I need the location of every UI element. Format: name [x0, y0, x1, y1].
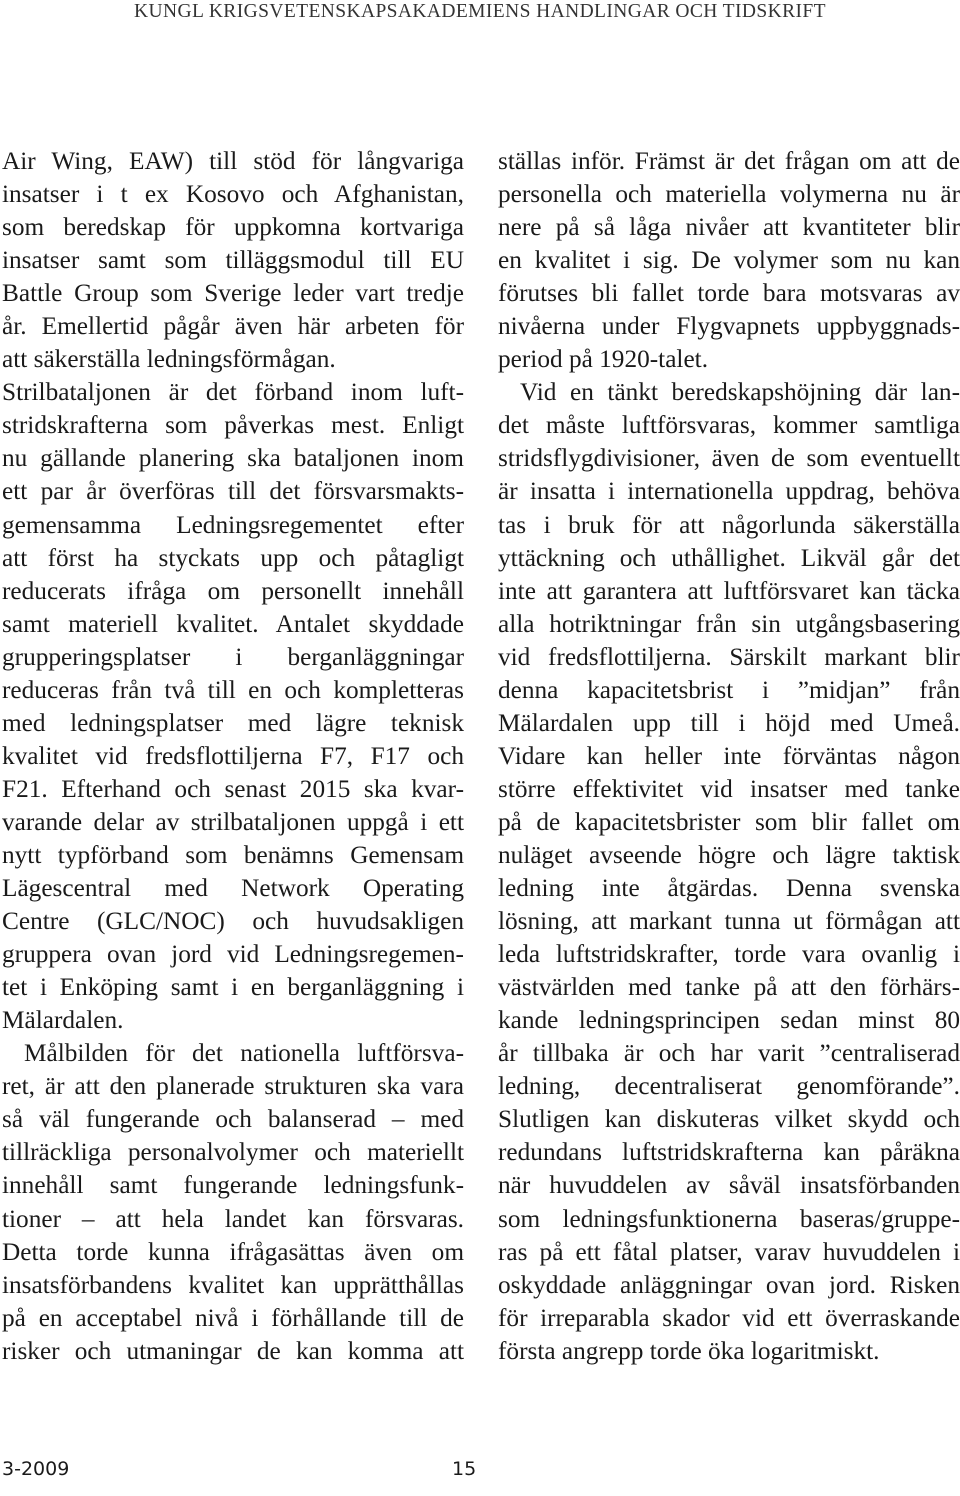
text-line: nuläget avseende högre och lägre taktisk [498, 840, 960, 869]
text-line: att först ha styckats upp och påtagligt [2, 543, 464, 572]
text-line: så väl fungerande och balanserad – med [2, 1105, 464, 1134]
text-line: nere på så låga nivåer att kvantiteter blir [498, 213, 960, 242]
text-line: insatser i t ex Kosovo och Afghanistan, [2, 180, 464, 209]
text-line: redundans luftstridskrafterna kan påräkna [498, 1138, 960, 1167]
text-line: F21. Efterhand och senast 2015 ska kvar- [2, 774, 464, 803]
text-line: denna kapacitetsbrist i ”midjan” från [498, 675, 960, 704]
text-line: personella och materiella volymerna nu är [498, 180, 960, 209]
text-line: på de kapacitetsbrister som blir fallet om [498, 807, 960, 836]
text-line: år. Emellertid pågår även här arbeten för [2, 312, 464, 341]
text-line: ställas inför. Främst är det frågan om att de [498, 147, 960, 175]
text-line: ett par år överföras till det försvarsmakts- [2, 477, 464, 506]
text-line: år tillbaka är och har varit ”centraliserad [498, 1039, 960, 1068]
text-line: nytt typförband som benämns Gemensam [2, 840, 464, 869]
text-line: som beredskap för uppkomna kortvariga [2, 213, 464, 242]
text-line: varande delar av strilbataljonen uppgå i ett [2, 807, 464, 836]
text-line: på en acceptabel nivå i förhållande till de [2, 1303, 464, 1332]
text-line: större effektivitet vid insatser med tanke [498, 774, 960, 803]
text-line: nu gällande planering ska bataljonen inom [2, 444, 464, 473]
text-line: vid fredsflottiljerna. Särskilt markant blir [498, 642, 960, 671]
text-line: inte att garantera att luftförsvaret kan täcka [498, 576, 960, 605]
text-line: tas i bruk för att någorlunda säkerställa [498, 510, 960, 539]
text-line: Centre (GLC/NOC) och huvudsakligen [2, 907, 464, 936]
text-line: är insatta i internationella uppdrag, behöva [498, 477, 960, 506]
text-line: tillräckliga personalvolymer och materiellt [2, 1138, 464, 1167]
text-line: ledning inte åtgärdas. Denna svenska [498, 874, 960, 903]
text-line: västvärlden med tanke på att den förhärs- [498, 973, 960, 1002]
text-line: när huvuddelen av såväl insatsförbanden [498, 1171, 960, 1200]
text-line: ledning, decentraliserat genomförande”. [498, 1072, 960, 1101]
running-header: KUNGL KRIGSVETENSKAPSAKADEMIENS HANDLINGAR OCH TIDSKRIFT [134, 1, 826, 22]
text-line: Vid en tänkt beredskapshöjning där lan- [520, 378, 960, 407]
text-line: grupperingsplatser i berganläggningar [2, 642, 464, 671]
page-number: 15 [452, 1458, 477, 1480]
text-line: innehåll samt fungerande ledningsfunk- [2, 1171, 464, 1200]
text-line: Slutligen kan diskuteras vilket skydd och [498, 1105, 960, 1134]
text-line: risker och utmaningar de kan komma att [2, 1336, 464, 1365]
text-line: insatsförbandens kvalitet kan upprätthållas [2, 1270, 464, 1299]
text-line: som ledningsfunktionerna baseras/gruppe- [498, 1204, 960, 1233]
text-line: Mälardalen upp till i höjd med Umeå. [498, 708, 960, 737]
text-line: med ledningsplatser med lägre teknisk [2, 708, 464, 737]
text-line: stridskrafterna som påverkas mest. Enligt [2, 411, 464, 440]
text-line: tet i Enköping samt i en berganläggning i [2, 973, 464, 1002]
text-line: oskyddade anläggningar ovan jord. Risken [498, 1270, 960, 1299]
text-column-right [498, 145, 960, 1368]
text-line: Mälardalen. [2, 1006, 124, 1035]
text-line: insatser samt som tilläggsmodul till EU [2, 246, 464, 275]
text-line: gruppera ovan jord vid Ledningsregemen- [2, 940, 464, 969]
text-line: leda luftstridskrafter, torde vara ovanlig i [498, 940, 960, 969]
text-line: ras på ett fåtal platser, varav huvuddelen i [498, 1237, 960, 1266]
text-line: Vidare kan heller inte förväntas någon [498, 741, 960, 770]
text-line: lösning, att markant tunna ut förmågan att [498, 907, 960, 936]
text-line: Air Wing, EAW) till stöd för långvariga [2, 147, 464, 175]
text-line: samt materiell kvalitet. Antalet skyddade [2, 609, 464, 638]
text-line: Battle Group som Sverige leder vart tredje [2, 279, 464, 308]
issue-label: 3-2009 [2, 1458, 70, 1480]
text-line: reducerats ifråga om personellt innehåll [2, 576, 464, 605]
text-line: kande ledningsprincipen sedan minst 80 [498, 1006, 960, 1035]
text-line: yttäckning och uthållighet. Likväl går det [498, 543, 960, 572]
text-line: alla hotriktningar från sin utgångsbasering [498, 609, 960, 638]
text-line: ret, är att den planerade strukturen ska vara [2, 1072, 464, 1101]
text-line: en kvalitet i sig. De volymer som nu kan [498, 246, 960, 275]
text-line: gemensamma Ledningsregementet efter [2, 510, 464, 539]
text-line: förutses bli fallet torde bara motsvaras av [498, 279, 960, 308]
text-line: Detta torde kunna ifrågasättas även om [2, 1237, 464, 1266]
text-line: att säkerställa ledningsförmågan. [2, 345, 336, 374]
text-line: Målbilden för det nationella luftförsva- [24, 1039, 464, 1068]
text-line: stridsflygdivisioner, även de som eventuellt [498, 444, 960, 473]
text-line: period på 1920-talet. [498, 345, 709, 374]
text-line: Strilbataljonen är det förband inom luft- [2, 378, 464, 407]
text-line: första angrepp torde öka logaritmiskt. [498, 1336, 880, 1365]
text-line: för irreparabla skador vid ett överraskande [498, 1303, 960, 1332]
text-line: reduceras från två till en och kompletteras [2, 675, 464, 704]
text-line: tioner – att hela landet kan försvaras. [2, 1204, 464, 1233]
text-line: det måste luftförsvaras, kommer samtliga [498, 411, 960, 440]
text-column-left [2, 145, 464, 1368]
text-line: Lägescentral med Network Operating [2, 874, 464, 903]
text-line: kvalitet vid fredsflottiljerna F7, F17 och [2, 741, 464, 770]
text-line: nivåerna under Flygvapnets uppbyggnads- [498, 312, 960, 341]
